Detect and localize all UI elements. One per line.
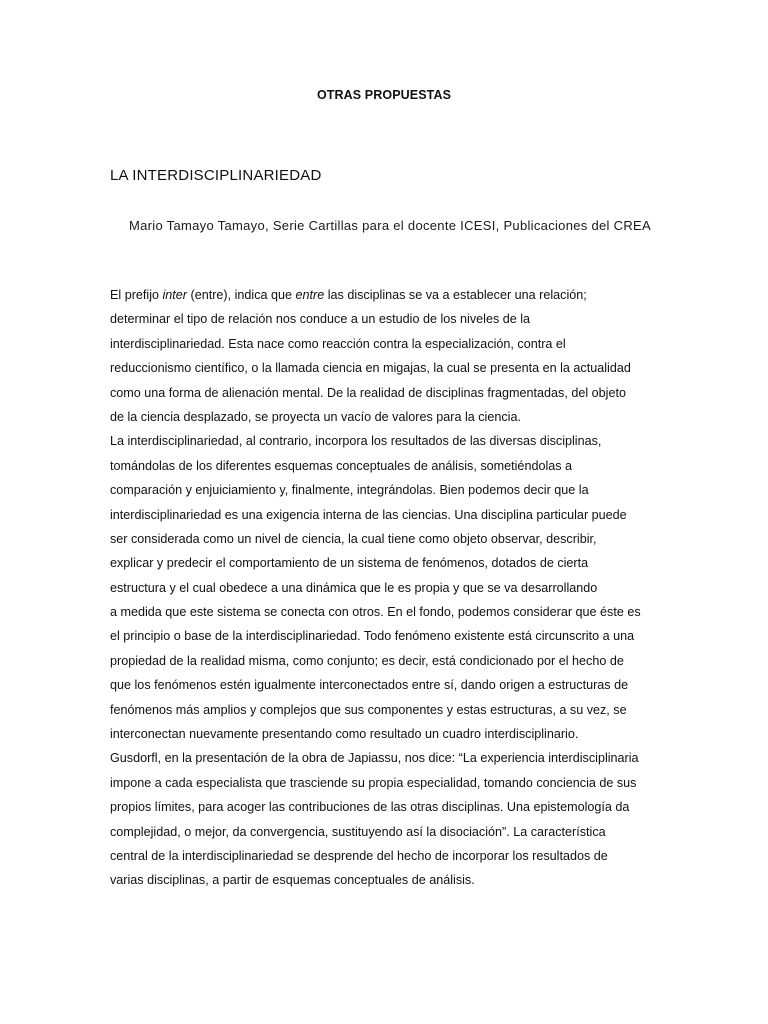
text-run: El prefijo: [110, 288, 163, 302]
text-line: central de la interdisciplinariedad se desprende del hecho de incorporar los resultados de: [110, 848, 608, 863]
text-line: determinar el tipo de relación nos conduce a un estudio de los niveles de la: [110, 312, 531, 327]
text-line: reduccionismo científico, o la llamada ciencia en migajas, la cual se presenta en la actualidad: [110, 361, 631, 376]
text-line: propios límites, para acoger las contribuciones de las otras disciplinas. Una epistemología da: [110, 800, 630, 815]
text-line: como una forma de alienación mental. De la realidad de disciplinas fragmentadas, del objeto: [110, 385, 626, 400]
text-line: propiedad de la realidad misma, como conjunto; es decir, está condicionado por el hecho de: [110, 653, 624, 668]
text-line: tomándolas de los diferentes esquemas conceptuales de análisis, sometiéndolas a: [110, 458, 573, 473]
text-line: explicar y predecir el comportamiento de un sistema de fenómenos, dotados de cierta: [110, 556, 589, 571]
text-run: (entre), indica que: [187, 288, 296, 302]
text-line: interdisciplinariedad es una exigencia interna de las ciencias. Una disciplina particular puede: [110, 507, 627, 522]
text-line: fenómenos más amplios y complejos que sus componentes y estas estructuras, a su vez, se: [110, 702, 627, 717]
text-run: las disciplinas se va a establecer una relación;: [324, 288, 587, 302]
text-line: complejidad, o mejor, da convergencia, sustituyendo así la disociación”. La característica: [110, 824, 606, 839]
text-line: que los fenómenos estén igualmente interconectados entre sí, dando origen a estructuras de: [110, 678, 629, 693]
body-paragraph: [110, 283, 658, 893]
text-line: comparación y enjuiciamiento y, finalmente, integrándolas. Bien podemos decir que la: [110, 483, 589, 498]
text-line: estructura y el cual obedece a una dinámica que le es propia y que se va desarrollando: [110, 580, 598, 595]
text-line: interdisciplinariedad. Esta nace como reacción contra la especialización, contra el: [110, 336, 566, 351]
text-line: varias disciplinas, a partir de esquemas conceptuales de análisis.: [110, 873, 475, 888]
text-line: a medida que este sistema se conecta con otros. En el fondo, podemos considerar que éste es: [110, 605, 641, 620]
text-line: [110, 283, 658, 307]
text-line: interconectan nuevamente presentando como resultado un cuadro interdisciplinario.: [110, 727, 579, 742]
italic-term: entre: [295, 288, 325, 302]
text-line: impone a cada especialista que trasciende su propia especialidad, tomando conciencia de sus: [110, 775, 637, 790]
text-line: ser considerada como un nivel de ciencia, la cual tiene como objeto observar, describir,: [110, 531, 597, 546]
text-line: Gusdorfl, en la presentación de la obra de Japiassu, nos dice: “La experiencia interdisciplinaria: [110, 751, 639, 766]
author-citation: Mario Tamayo Tamayo, Serie Cartillas para el docente ICESI, Publicaciones del CREA: [129, 218, 651, 233]
text-line: el principio o base de la interdisciplinariedad. Todo fenómeno existente está circunscrito a una: [110, 629, 635, 644]
text-line: La interdisciplinariedad, al contrario, incorpora los resultados de las diversas disciplinas,: [110, 434, 602, 449]
italic-term: inter: [162, 288, 187, 302]
text-line: de la ciencia desplazado, se proyecta un vacío de valores para la ciencia.: [110, 409, 521, 424]
page-title: OTRAS PROPUESTAS: [316, 88, 452, 102]
section-title: LA INTERDISCIPLINARIEDAD: [110, 167, 322, 184]
